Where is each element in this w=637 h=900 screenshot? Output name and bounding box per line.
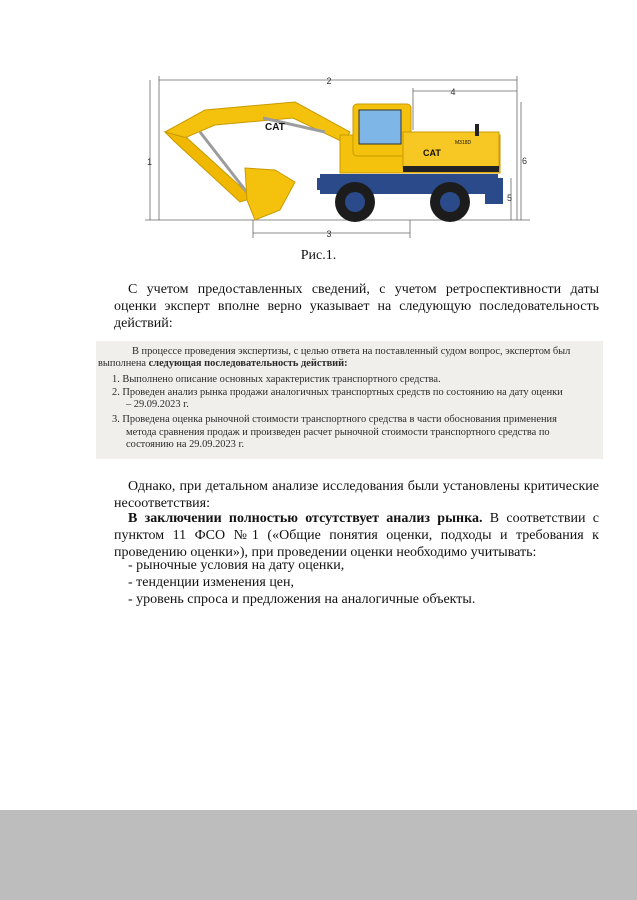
excavator-drawing (145, 70, 530, 245)
excerpt-item-cont: – 29.09.2023 г. (126, 399, 189, 410)
dim-label-2: 2 (326, 76, 332, 86)
dim-label-4: 4 (450, 87, 456, 97)
model-plate: M318D (455, 140, 472, 146)
paragraph-findings: Однако, при детальном анализе исследования были установлены критические несоответствия: (114, 479, 599, 511)
boom-brand: CAT (265, 122, 285, 133)
bullet-item: - рыночные условия на дату оценки, (128, 558, 345, 573)
paragraph-intro: С учетом предоставленных сведений, с учетом ретроспективности даты оценки эксперт вполне верно указывает на следующую последовательность действий: (114, 282, 599, 331)
excerpt-item-cont: состоянию на 29.09.2023 г. (126, 439, 245, 450)
dim-label-3: 3 (326, 229, 332, 239)
viewer-background (0, 810, 637, 900)
cab-brand: CAT (423, 148, 441, 158)
excerpt-item: 3. Проведена оценка рыночной стоимости транспортного средства в части обоснования применения (112, 414, 557, 425)
excerpt-item-cont: метода сравнения продаж и произведен расчет рыночной стоимости транспортного средства по (126, 427, 550, 438)
figure-caption: Рис.1. (300, 248, 337, 263)
bullet-item: - уровень спроса и предложения на аналогичные объекты. (128, 592, 476, 607)
excerpt-bold: следующая последовательность действий: (148, 358, 348, 369)
dim-label-5: 5 (507, 193, 513, 203)
dim-label-1: 1 (147, 157, 153, 167)
bullet-item: - тенденции изменения цен, (128, 575, 295, 590)
paragraph-text: В соответствии с пунктом 11 ФСО №1 («Общие понятия оценки, подходы и требования к проведению оценки»), при проведении оценки необходимо учитывать: (114, 511, 599, 560)
excerpt-item: 1. Выполнено описание основных характеристик транспортного средства. (112, 374, 441, 385)
excerpt-item: 2. Проведен анализ рынка продажи аналогичных транспортных средств по состоянию на дату оценки (112, 387, 563, 398)
dim-label-6: 6 (522, 156, 528, 166)
excerpt-line: выполнена следующая последовательность действий: (98, 358, 348, 369)
bucket (245, 168, 295, 220)
bold-statement: В заключении полностью отсутствует анализ рынка. (128, 511, 483, 526)
paragraph-market-analysis (114, 510, 599, 561)
excavator-figure (145, 70, 530, 245)
upper-structure (340, 104, 500, 173)
quoted-excerpt-image (96, 341, 603, 459)
excerpt-line: В процессе проведения экспертизы, с целью ответа на поставленный судом вопрос, экспертом был (132, 346, 571, 357)
